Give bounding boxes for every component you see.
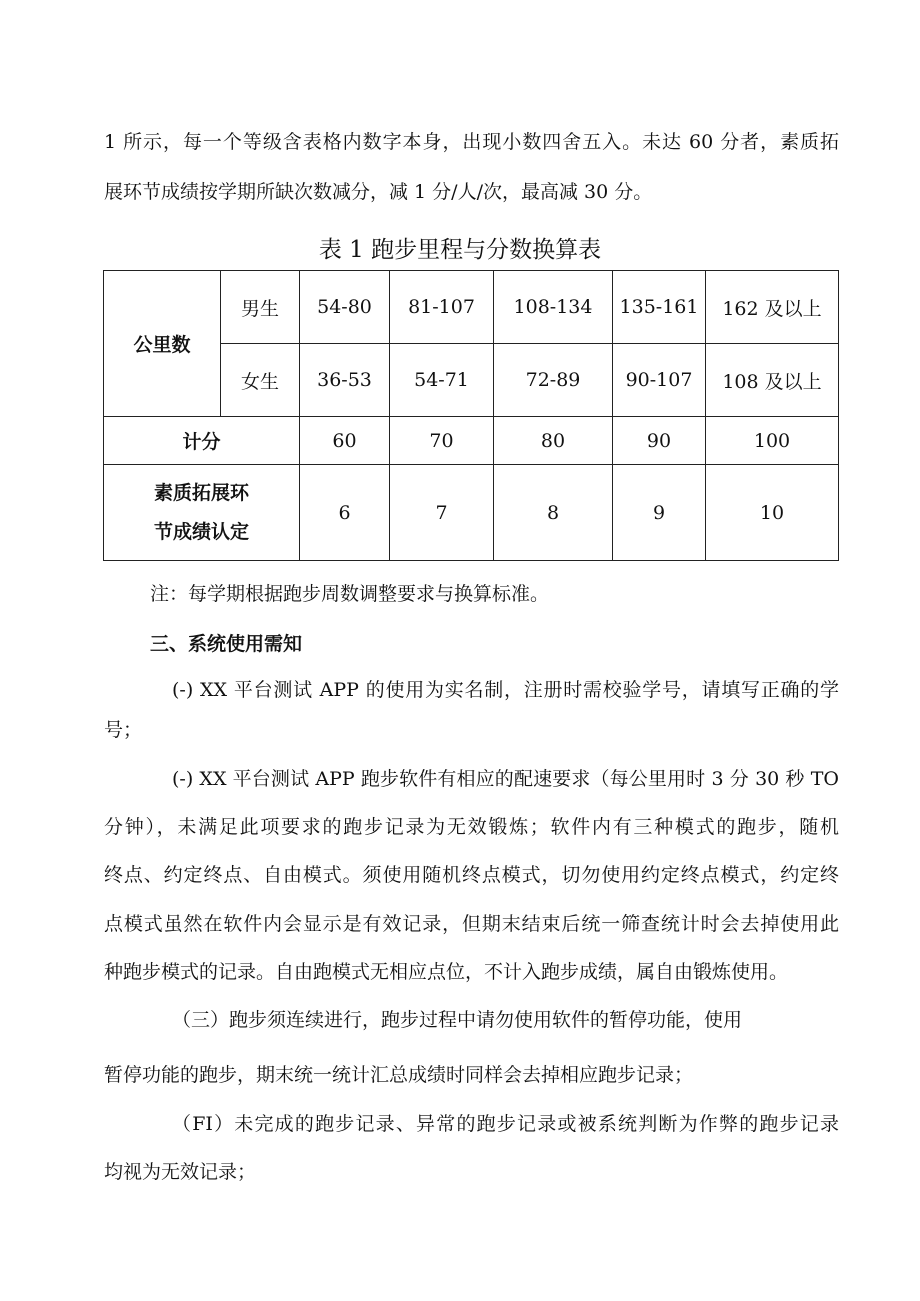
table-cell: 81-107	[390, 271, 494, 344]
score-row	[104, 417, 839, 465]
table-cell: 54-71	[390, 344, 494, 417]
score-label: 计分	[104, 417, 300, 465]
table-cell: 70	[390, 417, 494, 465]
para-2-line-5: 种跑步模式的记录。自由跑模式无相应点位，不计入跑步成绩，属自由锻炼使用。	[104, 961, 789, 983]
para-2-line-3: 终点、约定终点、自由模式。须使用随机终点模式，切勿使用约定终点模式，约定终	[104, 864, 839, 886]
para-2-line-1: (-) XX 平台测试 APP 跑步软件有相应的配速要求（每公里用时 3 分 30 秒 TO	[172, 768, 839, 790]
para-2-line-2: 分钟），未满足此项要求的跑步记录为无效锻炼；软件内有三种模式的跑步，随机	[104, 816, 839, 838]
grade-row	[104, 465, 839, 561]
table-cell: 90-107	[613, 344, 706, 417]
table-cell: 108 及以上	[706, 344, 839, 417]
table-cell: 108-134	[494, 271, 613, 344]
table-cell: 90	[613, 417, 706, 465]
para-4-line-2: 均视为无效记录；	[104, 1161, 257, 1183]
table-caption: 表 1 跑步里程与分数换算表	[318, 237, 602, 263]
table-cell: 7	[390, 465, 494, 561]
section-heading: 三、系统使用需知	[150, 633, 303, 655]
female-label: 女生	[221, 344, 300, 417]
table-cell: 100	[706, 417, 839, 465]
grade-label-line-1: 素质拓展环	[153, 482, 249, 504]
table-cell: 60	[300, 417, 390, 465]
para-1-line-1: (-) XX 平台测试 APP 的使用为实名制，注册时需校验学号，请填写正确的学	[172, 679, 839, 701]
table-note: 注：每学期根据跑步周数调整要求与换算标准。	[150, 583, 550, 605]
para-4-line-1: （FI）未完成的跑步记录、异常的跑步记录或被系统判断为作弊的跑步记录	[172, 1113, 839, 1135]
table-cell: 72-89	[494, 344, 613, 417]
para-1-line-2: 号；	[104, 719, 143, 741]
table-cell: 6	[300, 465, 390, 561]
para-2-line-4: 点模式虽然在软件内会显示是有效记录，但期末结束后统一筛查统计时会去掉使用此	[104, 913, 839, 935]
km-label: 公里数	[104, 271, 221, 417]
table-cell: 162 及以上	[706, 271, 839, 344]
male-label: 男生	[221, 271, 300, 344]
table-cell: 80	[494, 417, 613, 465]
para-3-line-1: （三）跑步须连续进行，跑步过程中请勿使用软件的暂停功能，使用	[172, 1009, 743, 1031]
para-3-line-2: 暂停功能的跑步，期末统一统计汇总成绩时同样会去掉相应跑步记录；	[104, 1064, 694, 1086]
table-cell: 54-80	[300, 271, 390, 344]
grade-label	[104, 465, 300, 561]
grade-label-line-2: 节成绩认定	[153, 521, 249, 543]
table-cell: 8	[494, 465, 613, 561]
table-cell: 9	[613, 465, 706, 561]
table-cell: 36-53	[300, 344, 390, 417]
intro-line-1: 1 所示，每一个等级含表格内数字本身，出现小数四舍五入。未达 60 分者，素质拓	[104, 131, 839, 153]
male-row	[104, 271, 839, 344]
conversion-table	[103, 270, 839, 561]
intro-line-2: 展环节成绩按学期所缺次数减分，减 1 分/人/次，最高减 30 分。	[104, 181, 653, 203]
table-cell: 135-161	[613, 271, 706, 344]
table-cell: 10	[706, 465, 839, 561]
